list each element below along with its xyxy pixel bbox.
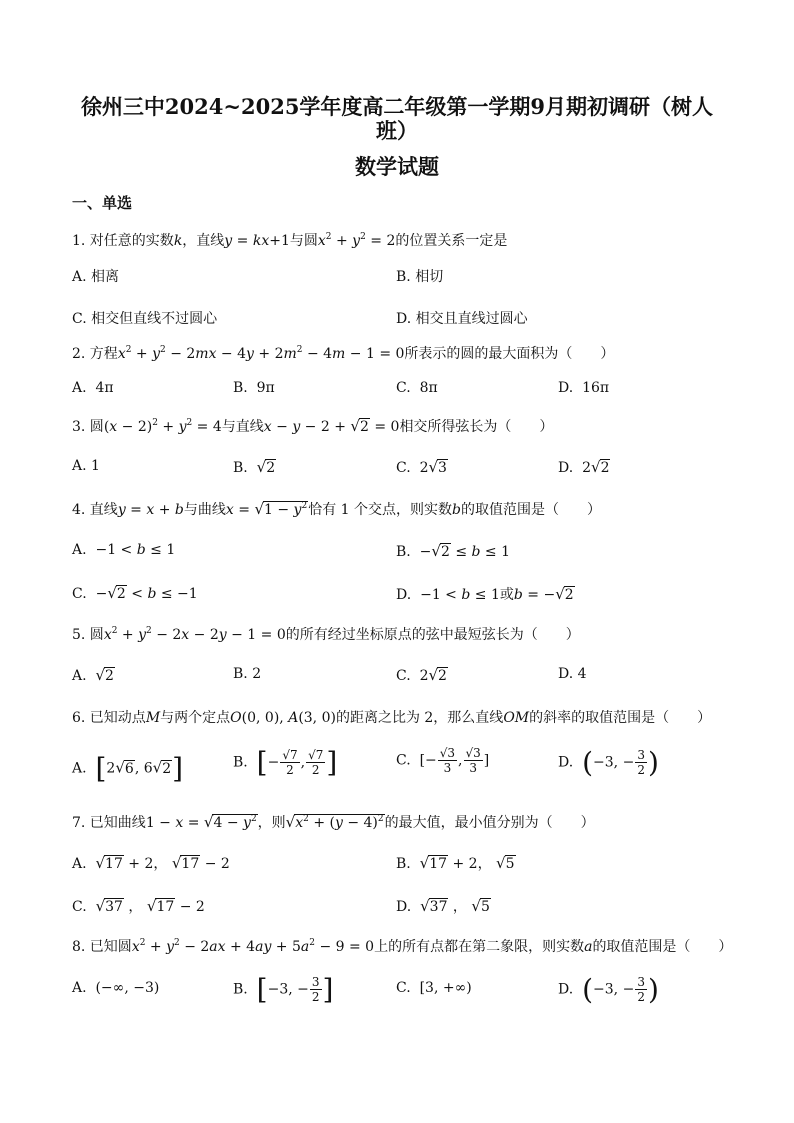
q1-option-c: C. 相交但直线不过圆心 [72,311,218,327]
exam-title-line2: 班） [376,118,418,143]
exam-title-line1: 徐州三中2024~2025学年度高二年级第一学期9月期初调研（树人 [80,94,714,119]
question-1: 1. 对任意的实数k，直线y = kx+1与圆$x^2 + y^2 = 2$的位置关系一定是 [72,232,508,249]
question-4: 4. 直线y = x + b与曲线$x = √1 - y^2$恰有 1 个交点，则实数b的取值范围是（ ） [72,500,601,518]
q7-option-b: B. √17 + 2， √5 [396,854,515,872]
exam-subtitle: 数学试题 [355,154,439,179]
q6-option-b: B. [− $\frac{√7}{2}$ , $\frac{√7}{2}$ ] [233,746,338,779]
q8-option-b: B. [−3, − $\frac{3}{2}$ ] [233,973,334,1006]
q1-option-b: B. 相切 [396,269,444,285]
q2-option-d: D. 16π [558,380,610,396]
q7-option-c: C. √37 ， √17 − 2 [72,897,205,915]
q4-option-c: C. −√2 < b ≤ −1 [72,584,198,602]
q8-option-c: C. [3, +∞) [396,980,472,996]
q8-option-a: A. (−∞, −3) [72,980,160,996]
q5-option-d: D. 4 [558,666,587,682]
q2-option-a: A. 4π [72,380,114,396]
question-6: 6. 已知动点M与两个定点O(0, 0), A(3, 0)的距离之比为 2，那么直线OM的斜率的取值范围是（ ） [72,710,712,726]
question-3: 3. 圆$(x - 2)^2 + y^2 = 4$与直线x − y − 2 + √2 = 0相交所得弦长为（ ） [72,417,554,435]
question-2: 2. 方程$x^2 + y^2 - 2mx - 4y + 2m^2 - 4m - 1 = 0$所表示的圆的最大面积为（ ） [72,345,615,362]
q7-option-d: D. √37 ， √5 [396,897,490,915]
q8-option-d: D. (−3, − $\frac{3}{2}$ ) [558,973,659,1006]
q2-option-b: B. 9π [233,380,275,396]
q5-option-b: B. 2 [233,666,262,682]
q2-option-c: C. 8π [396,380,438,396]
q6-option-d: D. (−3, − $\frac{3}{2}$ ) [558,746,659,779]
q3-option-d: D. 2√2 [558,458,610,476]
question-8: 8. 已知圆$x^2 + y^2 - 2ax + 4ay + 5a^2 - 9 = 0$上的所有点都在第二象限，则实数a的取值范围是（ ） [72,938,733,955]
q4-option-a: A. −1 < b ≤ 1 [72,542,176,558]
section-heading: 一、单选 [72,194,133,212]
q7-option-a: A. √17 + 2， √17 − 2 [72,854,230,872]
q4-option-b: B. −√2 ≤ b ≤ 1 [396,542,511,560]
q6-option-a: A. [2√6, 6√2] [72,752,184,785]
q3-option-a: A. 1 [72,458,100,474]
q5-option-c: C. 2√2 [396,666,447,684]
question-5: 5. 圆$x^2 + y^2 - 2x - 2y - 1 = 0$的所有经过坐标原点的弦中最短弦长为（ ） [72,626,580,643]
q1-option-d: D. 相交且直线过圆心 [396,311,528,327]
q6-option-c: C. [− $\frac{√3}{3}$ , $\frac{√3}{3}$ ] [396,746,490,775]
q3-option-b: B. √2 [233,458,276,476]
q1-option-a: A. 相离 [72,269,120,285]
q3-option-c: C. 2√3 [396,458,447,476]
question-7: 7. 已知曲线$1 - x = √4 - y^2$，则$√x^2 + (y - 4)^2$的最大值，最小值分别为（ ） [72,813,595,831]
q4-option-d: D. −1 < b ≤ 1或b = −√2 [396,585,574,603]
q5-option-a: A. √2 [72,666,114,684]
